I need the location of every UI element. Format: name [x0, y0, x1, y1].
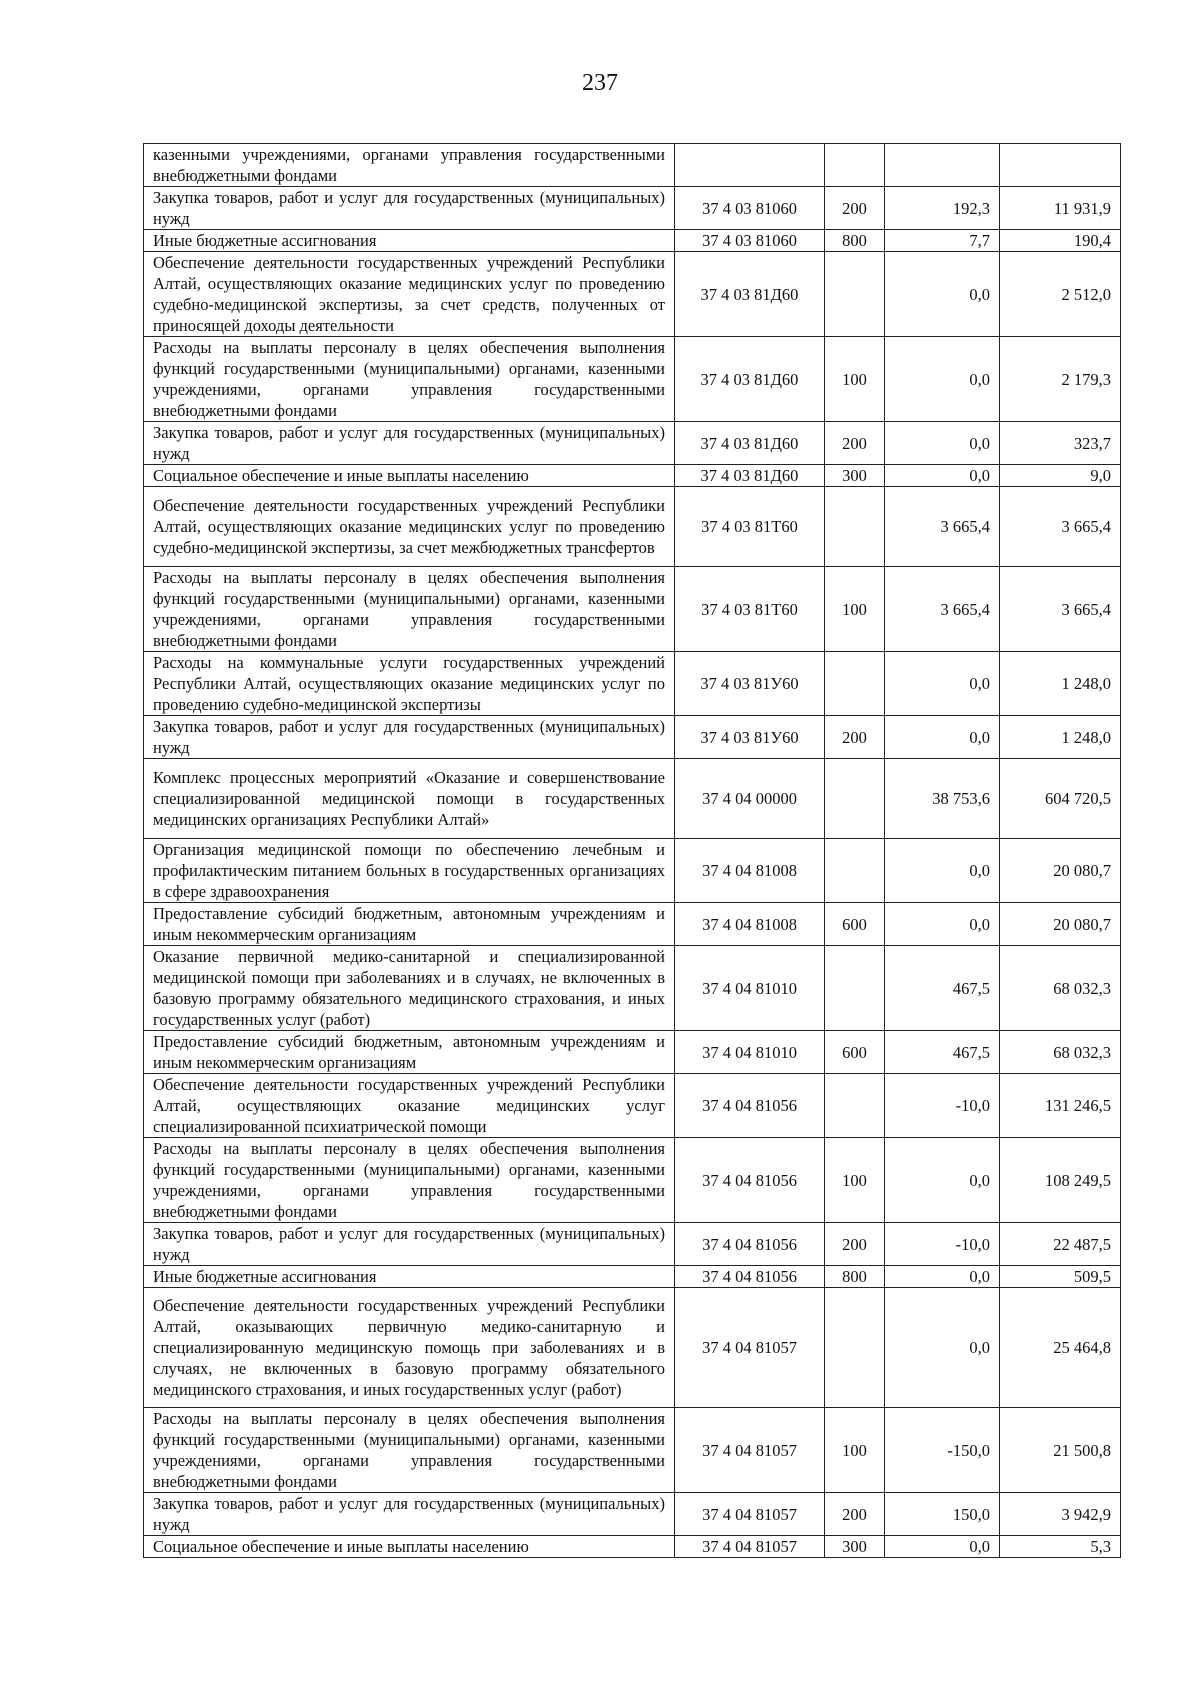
- table-row: [144, 487, 1121, 567]
- target-code-cell: 37 4 04 81057: [675, 1493, 825, 1536]
- table-row: [144, 187, 1121, 230]
- total-amount-cell: 25 464,8: [1000, 1288, 1121, 1408]
- expense-type-cell: [825, 759, 885, 839]
- expense-name-cell: Иные бюджетные ассигнования: [144, 1266, 675, 1288]
- change-amount-cell: 3 665,4: [885, 487, 1000, 567]
- table-row: [144, 1493, 1121, 1536]
- expense-name-cell: Обеспечение деятельности государственных учреждений Республики Алтай, осуществляющих оказание медицинских услуг специализированной психиатрической помощи: [144, 1074, 675, 1138]
- expense-name-cell: Иные бюджетные ассигнования: [144, 230, 675, 252]
- total-amount-cell: [1000, 144, 1121, 187]
- expense-name-cell: Расходы на выплаты персоналу в целях обеспечения выполнения функций государственными (муниципальными) органами, казенными учреждениями, органами управления государственными внебюджетными фондами: [144, 1408, 675, 1493]
- change-amount-cell: 3 665,4: [885, 567, 1000, 652]
- change-amount-cell: 192,3: [885, 187, 1000, 230]
- expense-type-cell: 600: [825, 903, 885, 946]
- total-amount-cell: 20 080,7: [1000, 839, 1121, 903]
- page-number: 237: [582, 70, 618, 96]
- change-amount-cell: [885, 144, 1000, 187]
- expense-type-cell: 600: [825, 1031, 885, 1074]
- table-row: [144, 1074, 1121, 1138]
- target-code-cell: 37 4 04 81056: [675, 1223, 825, 1266]
- change-amount-cell: 467,5: [885, 1031, 1000, 1074]
- total-amount-cell: 11 931,9: [1000, 187, 1121, 230]
- total-amount-cell: 131 246,5: [1000, 1074, 1121, 1138]
- change-amount-cell: 0,0: [885, 252, 1000, 337]
- expense-name-cell: Обеспечение деятельности государственных учреждений Республики Алтай, оказывающих первичную медико-санитарную и специализированную медицинскую помощь при заболеваниях и в случаях, не включенных в базовую программу обязательного медицинского страхования, и иных государственных услуг (работ): [144, 1288, 675, 1408]
- table-row: [144, 716, 1121, 759]
- target-code-cell: 37 4 04 81057: [675, 1288, 825, 1408]
- total-amount-cell: 22 487,5: [1000, 1223, 1121, 1266]
- target-code-cell: [675, 144, 825, 187]
- target-code-cell: 37 4 04 00000: [675, 759, 825, 839]
- target-code-cell: 37 4 04 81057: [675, 1536, 825, 1558]
- target-code-cell: 37 4 03 81Д60: [675, 422, 825, 465]
- table-row: [144, 567, 1121, 652]
- expense-type-cell: [825, 652, 885, 716]
- target-code-cell: 37 4 03 81Т60: [675, 487, 825, 567]
- expense-type-cell: 800: [825, 230, 885, 252]
- expense-name-cell: Расходы на выплаты персоналу в целях обеспечения выполнения функций государственными (муниципальными) органами, казенными учреждениями, органами управления государственными внебюджетными фондами: [144, 337, 675, 422]
- target-code-cell: 37 4 04 81008: [675, 903, 825, 946]
- expense-type-cell: 200: [825, 716, 885, 759]
- target-code-cell: 37 4 04 81057: [675, 1408, 825, 1493]
- target-code-cell: 37 4 03 81060: [675, 230, 825, 252]
- expense-type-cell: 200: [825, 1493, 885, 1536]
- expense-name-cell: Организация медицинской помощи по обеспечению лечебным и профилактическим питанием больных в государственных организациях в сфере здравоохранения: [144, 839, 675, 903]
- expense-name-cell: Комплекс процессных мероприятий «Оказание и совершенствование специализированной медицинской помощи в государственных медицинских организациях Республики Алтай»: [144, 759, 675, 839]
- table-row: [144, 759, 1121, 839]
- total-amount-cell: 1 248,0: [1000, 652, 1121, 716]
- table-row: [144, 946, 1121, 1031]
- expense-type-cell: 200: [825, 422, 885, 465]
- expense-name-cell: Закупка товаров, работ и услуг для государственных (муниципальных) нужд: [144, 716, 675, 759]
- budget-table-body: [144, 144, 1121, 1558]
- expense-type-cell: [825, 839, 885, 903]
- change-amount-cell: 0,0: [885, 337, 1000, 422]
- target-code-cell: 37 4 04 81008: [675, 839, 825, 903]
- table-row: [144, 1223, 1121, 1266]
- total-amount-cell: 509,5: [1000, 1266, 1121, 1288]
- expense-name-cell: Расходы на коммунальные услуги государственных учреждений Республики Алтай, осуществляющих оказание медицинских услуг по проведению судебно-медицинской экспертизы: [144, 652, 675, 716]
- total-amount-cell: 323,7: [1000, 422, 1121, 465]
- change-amount-cell: 0,0: [885, 1266, 1000, 1288]
- change-amount-cell: -10,0: [885, 1223, 1000, 1266]
- change-amount-cell: -150,0: [885, 1408, 1000, 1493]
- table-row: [144, 839, 1121, 903]
- target-code-cell: 37 4 03 81Д60: [675, 465, 825, 487]
- target-code-cell: 37 4 04 81010: [675, 1031, 825, 1074]
- change-amount-cell: 0,0: [885, 1288, 1000, 1408]
- total-amount-cell: 2 179,3: [1000, 337, 1121, 422]
- expense-type-cell: 100: [825, 1408, 885, 1493]
- change-amount-cell: 150,0: [885, 1493, 1000, 1536]
- total-amount-cell: 20 080,7: [1000, 903, 1121, 946]
- table-row: [144, 144, 1121, 187]
- total-amount-cell: 190,4: [1000, 230, 1121, 252]
- expense-type-cell: 300: [825, 1536, 885, 1558]
- change-amount-cell: 7,7: [885, 230, 1000, 252]
- table-row: [144, 230, 1121, 252]
- table-row: [144, 337, 1121, 422]
- total-amount-cell: 3 942,9: [1000, 1493, 1121, 1536]
- target-code-cell: 37 4 03 81Т60: [675, 567, 825, 652]
- total-amount-cell: 108 249,5: [1000, 1138, 1121, 1223]
- expense-name-cell: Закупка товаров, работ и услуг для государственных (муниципальных) нужд: [144, 187, 675, 230]
- expense-name-cell: Обеспечение деятельности государственных учреждений Республики Алтай, осуществляющих оказание медицинских услуг по проведению судебно-медицинской экспертизы, за счет средств, полученных от приносящей доходы деятельности: [144, 252, 675, 337]
- expense-type-cell: 800: [825, 1266, 885, 1288]
- table-row: [144, 652, 1121, 716]
- change-amount-cell: 0,0: [885, 465, 1000, 487]
- table-row: [144, 422, 1121, 465]
- expense-name-cell: Расходы на выплаты персоналу в целях обеспечения выполнения функций государственными (муниципальными) органами, казенными учреждениями, органами управления государственными внебюджетными фондами: [144, 567, 675, 652]
- target-code-cell: 37 4 04 81056: [675, 1138, 825, 1223]
- budget-table: [143, 143, 1121, 1558]
- change-amount-cell: 0,0: [885, 422, 1000, 465]
- change-amount-cell: 0,0: [885, 716, 1000, 759]
- expense-name-cell: Предоставление субсидий бюджетным, автономным учреждениям и иным некоммерческим организациям: [144, 1031, 675, 1074]
- total-amount-cell: 68 032,3: [1000, 1031, 1121, 1074]
- change-amount-cell: 0,0: [885, 1536, 1000, 1558]
- total-amount-cell: 2 512,0: [1000, 252, 1121, 337]
- total-amount-cell: 68 032,3: [1000, 946, 1121, 1031]
- table-row: [144, 903, 1121, 946]
- expense-type-cell: 100: [825, 567, 885, 652]
- expense-name-cell: казенными учреждениями, органами управления государственными внебюджетными фондами: [144, 144, 675, 187]
- expense-type-cell: [825, 1074, 885, 1138]
- total-amount-cell: 3 665,4: [1000, 487, 1121, 567]
- table-row: [144, 465, 1121, 487]
- total-amount-cell: 604 720,5: [1000, 759, 1121, 839]
- change-amount-cell: 0,0: [885, 839, 1000, 903]
- change-amount-cell: 0,0: [885, 903, 1000, 946]
- expense-type-cell: 100: [825, 1138, 885, 1223]
- expense-name-cell: Расходы на выплаты персоналу в целях обеспечения выполнения функций государственными (муниципальными) органами, казенными учреждениями, органами управления государственными внебюджетными фондами: [144, 1138, 675, 1223]
- target-code-cell: 37 4 03 81У60: [675, 652, 825, 716]
- target-code-cell: 37 4 03 81Д60: [675, 337, 825, 422]
- target-code-cell: 37 4 03 81Д60: [675, 252, 825, 337]
- target-code-cell: 37 4 04 81010: [675, 946, 825, 1031]
- change-amount-cell: -10,0: [885, 1074, 1000, 1138]
- expense-name-cell: Закупка товаров, работ и услуг для государственных (муниципальных) нужд: [144, 422, 675, 465]
- expense-type-cell: 200: [825, 187, 885, 230]
- change-amount-cell: 467,5: [885, 946, 1000, 1031]
- table-row: [144, 1031, 1121, 1074]
- expense-type-cell: 300: [825, 465, 885, 487]
- expense-name-cell: Оказание первичной медико-санитарной и специализированной медицинской помощи при заболеваниях и в случаях, не включенных в базовую программу обязательного медицинского страхования, и иных государственных услуг (работ): [144, 946, 675, 1031]
- target-code-cell: 37 4 03 81060: [675, 187, 825, 230]
- expense-type-cell: [825, 252, 885, 337]
- table-row: [144, 1536, 1121, 1558]
- expense-name-cell: Социальное обеспечение и иные выплаты населению: [144, 1536, 675, 1558]
- table-row: [144, 1266, 1121, 1288]
- target-code-cell: 37 4 04 81056: [675, 1074, 825, 1138]
- expense-type-cell: [825, 946, 885, 1031]
- expense-type-cell: [825, 1288, 885, 1408]
- expense-name-cell: Обеспечение деятельности государственных учреждений Республики Алтай, осуществляющих оказание медицинских услуг по проведению судебно-медицинской экспертизы, за счет межбюджетных трансфертов: [144, 487, 675, 567]
- expense-type-cell: [825, 487, 885, 567]
- table-row: [144, 1138, 1121, 1223]
- expense-name-cell: Закупка товаров, работ и услуг для государственных (муниципальных) нужд: [144, 1493, 675, 1536]
- expense-name-cell: Закупка товаров, работ и услуг для государственных (муниципальных) нужд: [144, 1223, 675, 1266]
- table-row: [144, 252, 1121, 337]
- table-row: [144, 1408, 1121, 1493]
- expense-name-cell: Социальное обеспечение и иные выплаты населению: [144, 465, 675, 487]
- total-amount-cell: 5,3: [1000, 1536, 1121, 1558]
- target-code-cell: 37 4 03 81У60: [675, 716, 825, 759]
- target-code-cell: 37 4 04 81056: [675, 1266, 825, 1288]
- change-amount-cell: 38 753,6: [885, 759, 1000, 839]
- expense-name-cell: Предоставление субсидий бюджетным, автономным учреждениям и иным некоммерческим организациям: [144, 903, 675, 946]
- total-amount-cell: 9,0: [1000, 465, 1121, 487]
- expense-type-cell: [825, 144, 885, 187]
- total-amount-cell: 1 248,0: [1000, 716, 1121, 759]
- total-amount-cell: 3 665,4: [1000, 567, 1121, 652]
- change-amount-cell: 0,0: [885, 652, 1000, 716]
- expense-type-cell: 100: [825, 337, 885, 422]
- change-amount-cell: 0,0: [885, 1138, 1000, 1223]
- table-row: [144, 1288, 1121, 1408]
- total-amount-cell: 21 500,8: [1000, 1408, 1121, 1493]
- expense-type-cell: 200: [825, 1223, 885, 1266]
